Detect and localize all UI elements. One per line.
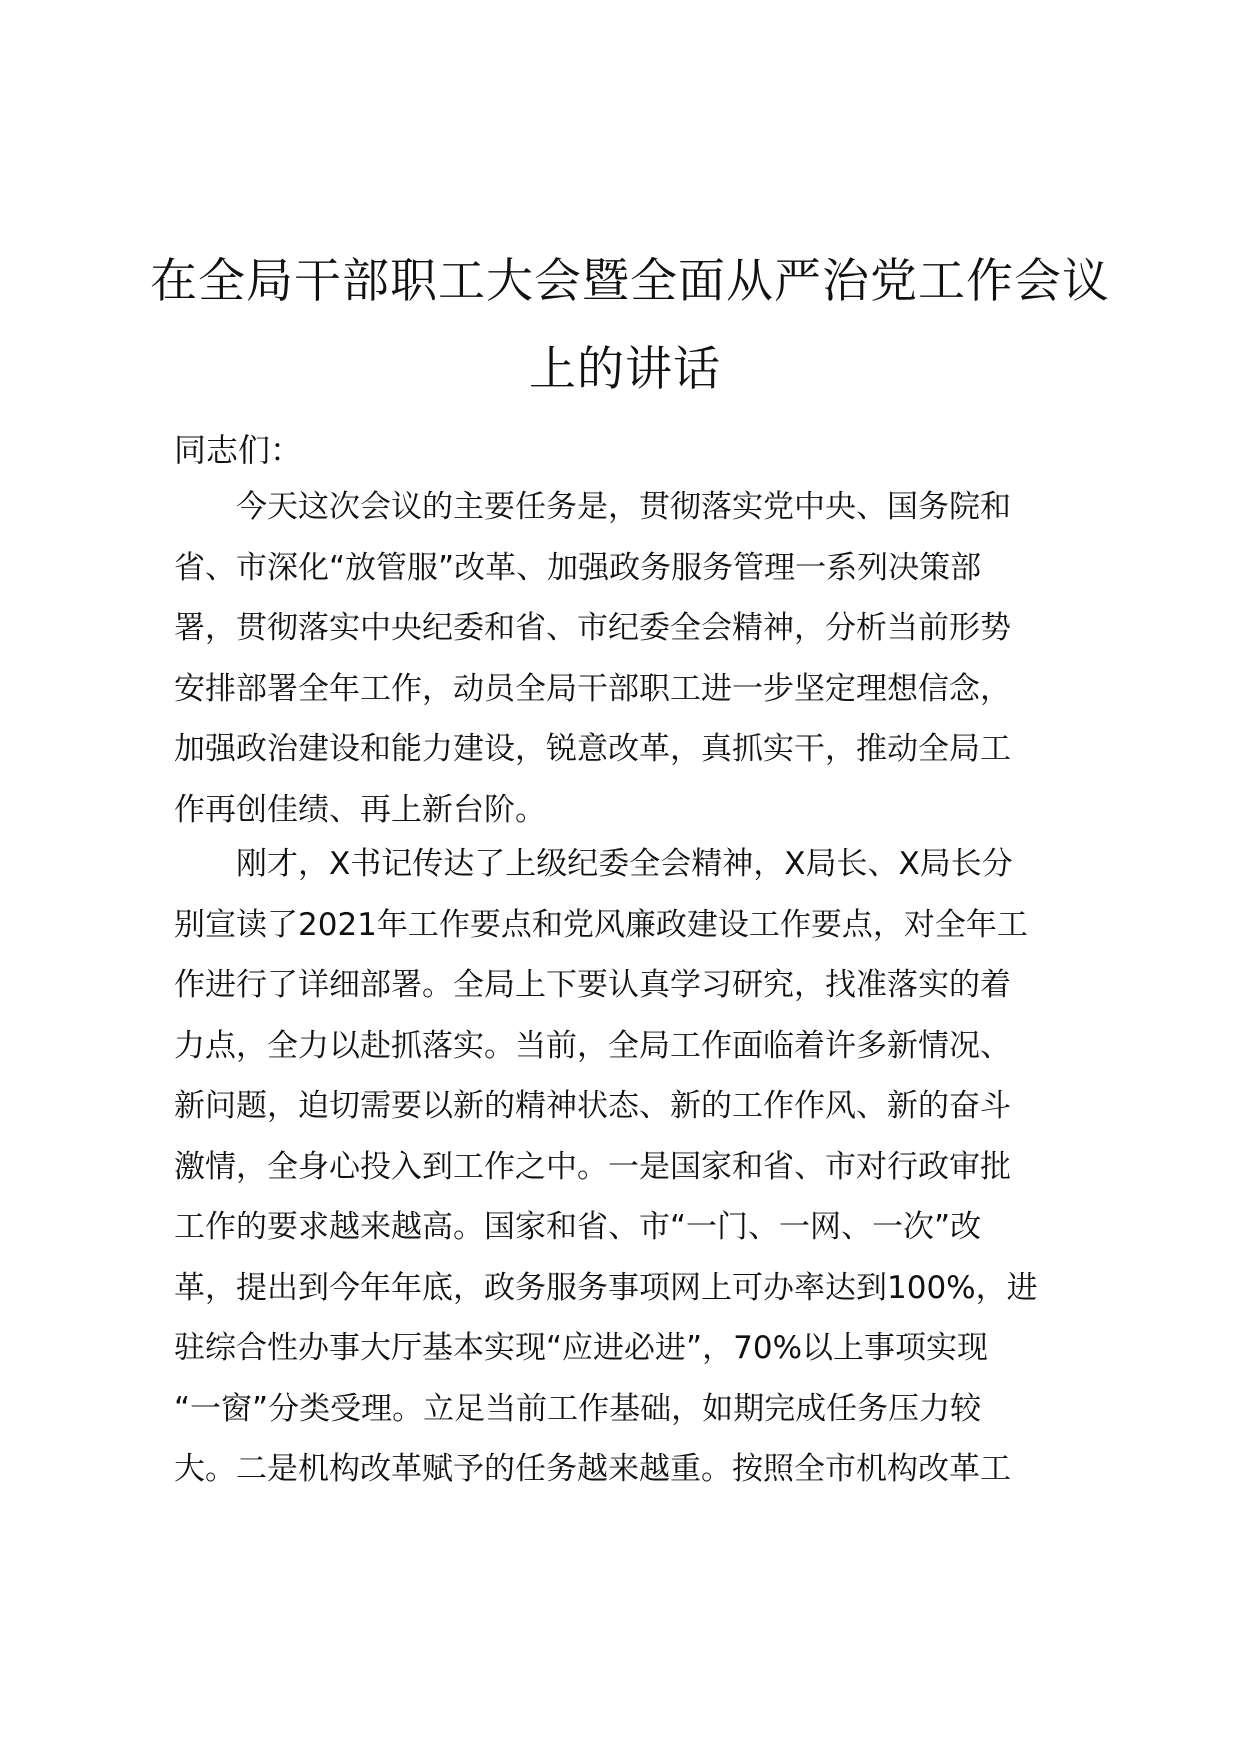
text-line: 大。二是机构改革赋予的任务越来越重。按照全市机构改革工 [174,1451,1011,1487]
text-line: 新问题，迫切需要以新的精神状态、新的工作作风、新的奋斗 [174,1088,1011,1124]
title-line: 在全局干部职工大会暨全面从严治党工作会议 [150,254,1110,309]
paragraph-2 [174,834,1104,1500]
text-line: 革，提出到今年年底，政务服务事项网上可办率达到100%，进 [174,1269,1038,1306]
text-line: 今天这次会议的主要任务是，贯彻落实党中央、国务院和 [174,489,1011,525]
title-line: 上的讲话 [529,342,721,397]
text-line: 驻综合性办事大厅基本实现“应进必进”，70%以上事项实现 [174,1330,989,1366]
text-line: 署，贯彻落实中央纪委和省、市纪委全会精神，分析当前形势 [174,610,1011,646]
salutation: 同志们： [174,431,303,469]
text-line: 别宣读了2021年工作要点和党风廉政建设工作要点，对全年工 [174,906,1028,943]
text-line: 激情，全身心投入到工作之中。一是国家和省、市对行政审批 [174,1148,1011,1185]
paragraph-1 [174,477,1104,840]
text-line: 工作的要求越来越高。国家和省、市“一门、一网、一次”改 [174,1209,982,1245]
text-line: 作再创佳绩、再上新台阶。 [174,791,546,828]
text-line: 安排部署全年工作，动员全局干部职工进一步坚定理想信念， [174,670,1011,707]
text-line: 力点，全力以赴抓落实。当前，全局工作面临着许多新情况、 [174,1027,1011,1064]
text-line: 刚才，X书记传达了上级纪委全会精神，X局长、X局长分 [174,846,1013,882]
text-line: 省、市深化“放管服”改革、加强政务服务管理一系列决策部 [174,549,982,586]
text-line: 加强政治建设和能力建设，锐意改革，真抓实干，推动全局工 [174,731,1011,767]
text-line: “一窗”分类受理。立足当前工作基础，如期完成任务压力较 [174,1390,982,1427]
document-title [150,238,1110,414]
text-line: 作进行了详细部署。全局上下要认真学习研究，找准落实的着 [174,967,1011,1003]
